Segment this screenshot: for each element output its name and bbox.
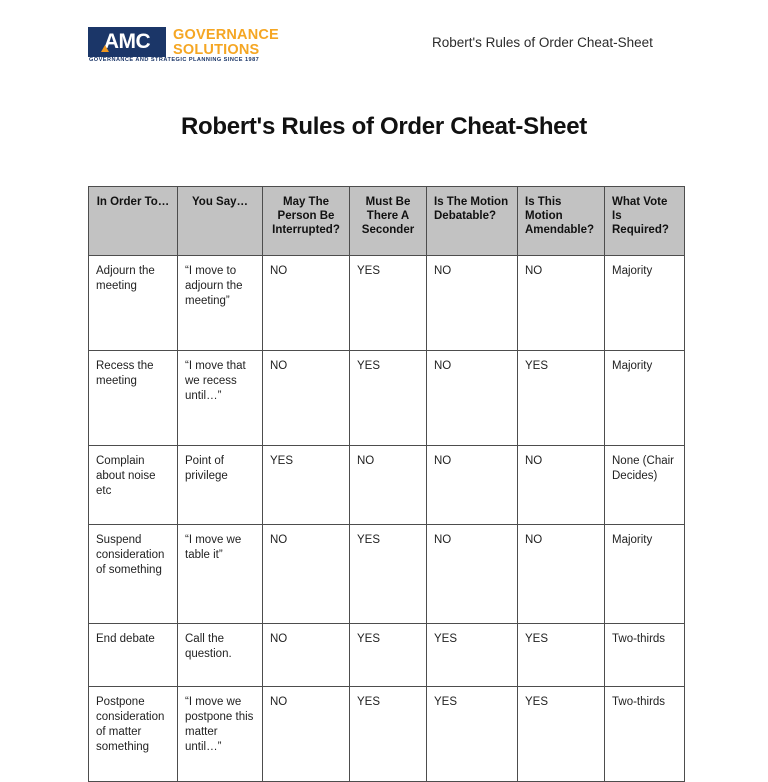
cell-must-be-seconded: YES xyxy=(350,687,427,782)
cell-may-be-interrupted: YES xyxy=(263,446,350,525)
cell-you-say: “I move to adjourn the meeting” xyxy=(178,256,263,351)
table-body xyxy=(89,256,685,782)
amc-logo xyxy=(88,27,279,57)
cell-is-debatable: YES xyxy=(427,624,518,687)
cell-must-be-seconded: NO xyxy=(350,446,427,525)
page-header xyxy=(0,0,768,92)
cell-vote-required: None (Chair Decides) xyxy=(605,446,685,525)
cell-may-be-interrupted: NO xyxy=(263,351,350,446)
cell-is-debatable: NO xyxy=(427,525,518,624)
cell-in-order-to: Adjourn the meeting xyxy=(89,256,178,351)
table-row xyxy=(89,256,685,351)
table-row xyxy=(89,351,685,446)
logo-tagline: GOVERNANCE AND STRATEGIC PLANNING SINCE 1987 xyxy=(89,57,260,63)
cell-must-be-seconded: YES xyxy=(350,525,427,624)
amc-logo-mark xyxy=(88,27,166,57)
cell-must-be-seconded: YES xyxy=(350,256,427,351)
column-header-must-be-seconded: Must Be There A Seconder xyxy=(350,187,427,256)
cell-is-debatable: NO xyxy=(427,351,518,446)
column-header-is-amendable: Is This Motion Amendable? xyxy=(518,187,605,256)
cell-is-debatable: NO xyxy=(427,446,518,525)
cell-is-amendable: YES xyxy=(518,687,605,782)
table-header-row xyxy=(89,187,685,256)
column-header-you-say: You Say… xyxy=(178,187,263,256)
cheat-sheet-table xyxy=(88,186,685,782)
cell-in-order-to: Suspend consideration of something xyxy=(89,525,178,624)
cell-may-be-interrupted: NO xyxy=(263,624,350,687)
column-header-in-order-to: In Order To… xyxy=(89,187,178,256)
cell-is-amendable: YES xyxy=(518,624,605,687)
cell-vote-required: Two-thirds xyxy=(605,624,685,687)
cell-is-amendable: NO xyxy=(518,446,605,525)
cell-vote-required: Majority xyxy=(605,525,685,624)
cell-you-say: “I move that we recess until…” xyxy=(178,351,263,446)
orange-triangle-icon xyxy=(101,45,109,52)
table-row xyxy=(89,624,685,687)
cell-vote-required: Majority xyxy=(605,351,685,446)
cell-in-order-to: Complain about noise etc xyxy=(89,446,178,525)
cell-you-say: “I move we postpone this matter until…” xyxy=(178,687,263,782)
cell-may-be-interrupted: NO xyxy=(263,525,350,624)
table-header xyxy=(89,187,685,256)
cell-may-be-interrupted: NO xyxy=(263,256,350,351)
cell-is-amendable: NO xyxy=(518,525,605,624)
cell-is-debatable: NO xyxy=(427,256,518,351)
cell-may-be-interrupted: NO xyxy=(263,687,350,782)
table-row xyxy=(89,525,685,624)
logo-word-solutions: SOLUTIONS xyxy=(173,41,260,58)
logo-word-governance: GOVERNANCE xyxy=(173,27,279,43)
cell-vote-required: Two-thirds xyxy=(605,687,685,782)
amc-logo-mark-text: AMC xyxy=(103,30,151,53)
table-row xyxy=(89,687,685,782)
header-document-title: Robert's Rules of Order Cheat-Sheet xyxy=(432,35,653,50)
cell-in-order-to: Recess the meeting xyxy=(89,351,178,446)
cell-vote-required: Majority xyxy=(605,256,685,351)
column-header-is-debatable: Is The Motion Debatable? xyxy=(427,187,518,256)
cell-is-amendable: NO xyxy=(518,256,605,351)
cell-in-order-to: Postpone consideration of matter something xyxy=(89,687,178,782)
cell-is-debatable: YES xyxy=(427,687,518,782)
column-header-vote-required: What Vote Is Required? xyxy=(605,187,685,256)
column-header-may-be-interrupted: May The Person Be Interrupted? xyxy=(263,187,350,256)
cell-you-say: “I move we table it” xyxy=(178,525,263,624)
cell-in-order-to: End debate xyxy=(89,624,178,687)
table-row xyxy=(89,446,685,525)
cell-is-amendable: YES xyxy=(518,351,605,446)
cell-must-be-seconded: YES xyxy=(350,351,427,446)
page-title: Robert's Rules of Order Cheat-Sheet xyxy=(181,113,587,140)
cheat-sheet-table-container xyxy=(88,186,684,782)
cell-you-say: Point of privilege xyxy=(178,446,263,525)
amc-logo-wordmark xyxy=(173,27,279,57)
cell-must-be-seconded: YES xyxy=(350,624,427,687)
cell-you-say: Call the question. xyxy=(178,624,263,687)
